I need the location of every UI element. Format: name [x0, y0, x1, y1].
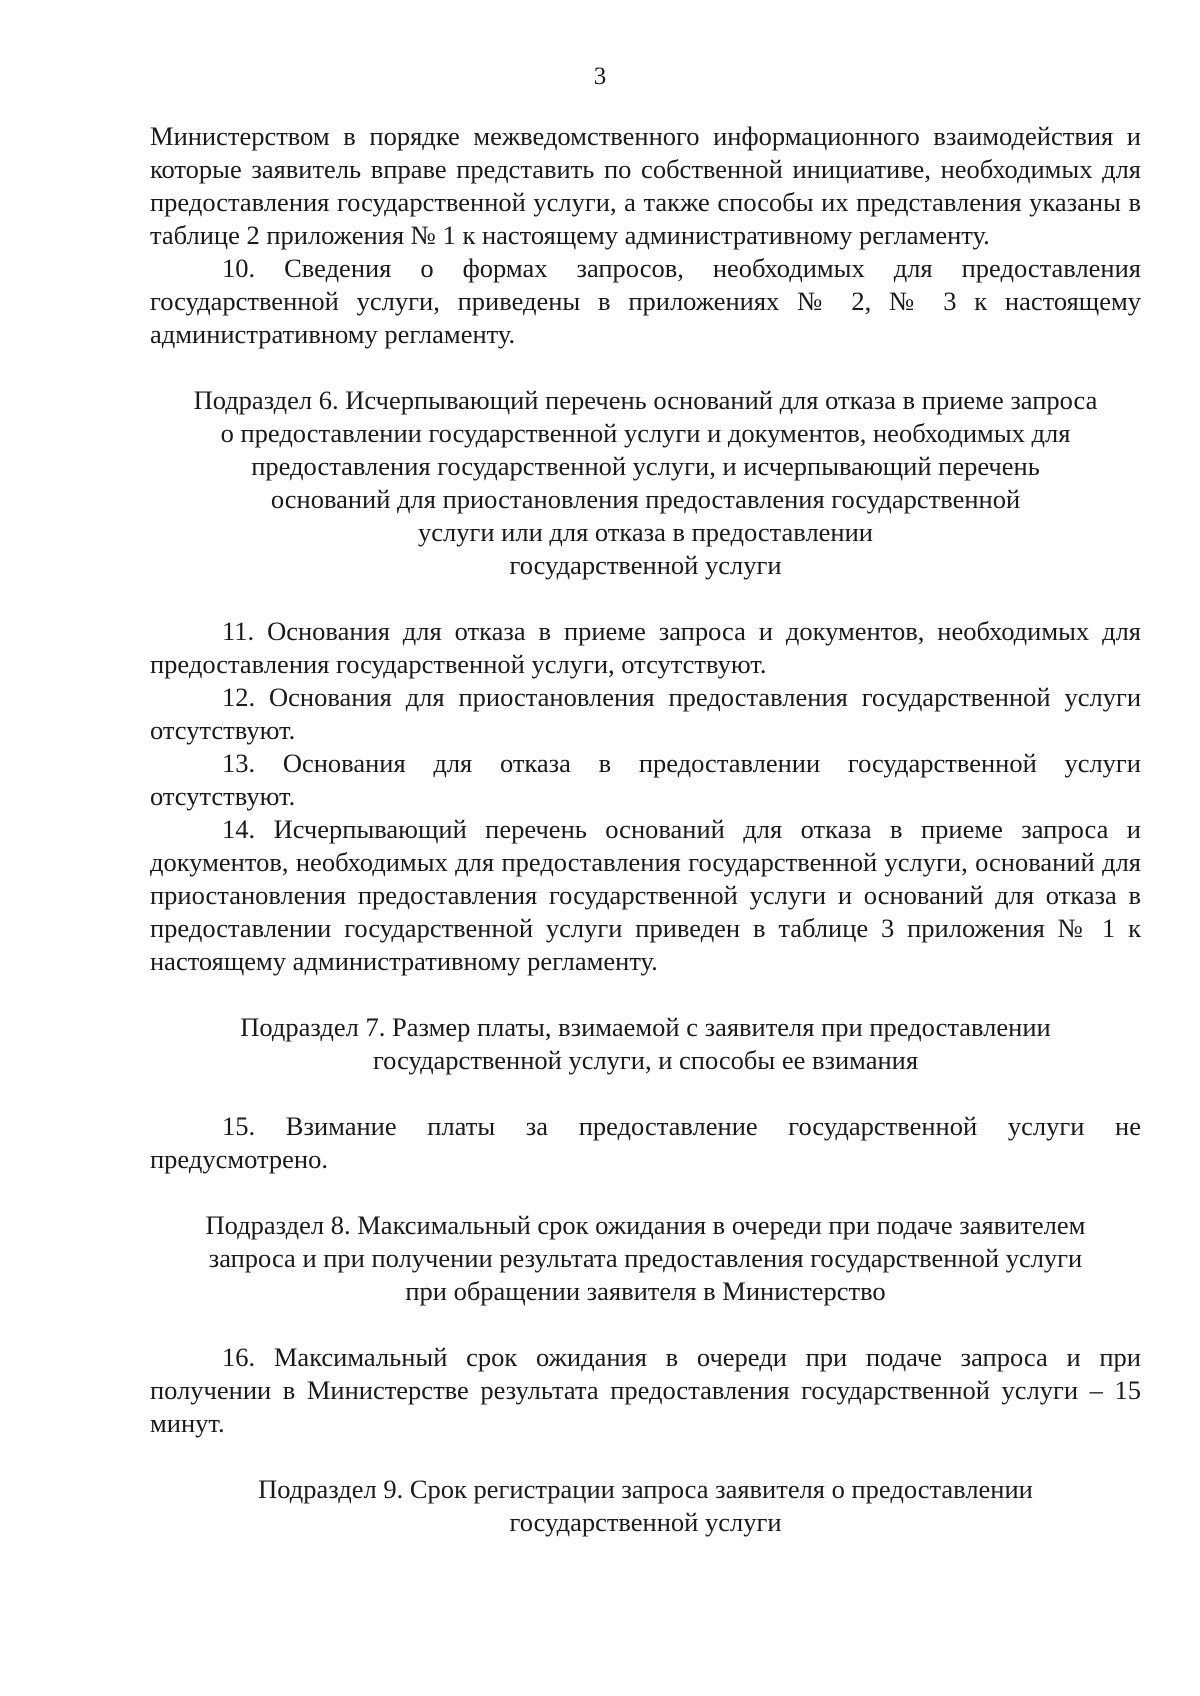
section-6-heading-line: предоставления государственной услуги, и исчерпывающий перечень	[251, 451, 1040, 481]
paragraph-intro: Министерством в порядке межведомственного информационного взаимодействия и которые заявитель вправе представить по собственной инициативе, необходимых для предоставления государственной услуги, а также способы их представления указаны в таблице 2 приложения № 1 к настоящему административному регламенту.	[150, 121, 1141, 250]
section-7-heading-line: Подраздел 7. Размер платы, взимаемой с заявителя при предоставлении	[240, 1012, 1051, 1042]
paragraph-16: 16. Максимальный срок ожидания в очереди при подаче запроса и при получении в Министерстве результата предоставления государственной услуги – 15 минут.	[150, 1342, 1141, 1438]
paragraph-14: 14. Исчерпывающий перечень оснований для отказа в приеме запроса и документов, необходимых для предоставления государственной услуги, оснований для приостановления предоставления государственной услуги и оснований для отказа в предоставлении государственной услуги приведен в таблице 3 приложения № 1 к настоящему административному регламенту.	[150, 814, 1141, 976]
paragraph-11: 11. Основания для отказа в приеме запроса и документов, необходимых для предоставления государственной услуги, отсутствуют.	[150, 616, 1141, 679]
section-8-heading	[150, 1209, 1141, 1308]
section-6-heading-line: Подраздел 6. Исчерпывающий перечень оснований для отказа в приеме запроса	[193, 385, 1098, 415]
paragraph-13: 13. Основания для отказа в предоставлении государственной услуги отсутствуют.	[150, 748, 1141, 811]
section-7-heading-line: государственной услуги, и способы ее взимания	[372, 1045, 919, 1075]
section-8-heading-line: Подраздел 8. Максимальный срок ожидания в очереди при подаче заявителем	[205, 1210, 1086, 1240]
section-7-heading	[150, 1011, 1141, 1077]
section-6-heading-line: о предоставлении государственной услуги и документов, необходимых для	[220, 418, 1071, 448]
section-8-heading-line: запроса и при получении результата предоставления государственной услуги	[208, 1243, 1083, 1273]
page-number: 3	[593, 63, 607, 90]
section-6-heading-line: оснований для приостановления предоставления государственной	[270, 484, 1021, 514]
paragraph-12: 12. Основания для приостановления предоставления государственной услуги отсутствуют.	[150, 682, 1141, 745]
paragraph-15: 15. Взимание платы за предоставление государственной услуги не предусмотрено.	[150, 1111, 1141, 1174]
section-6-heading	[150, 384, 1141, 582]
section-8-heading-line: при обращении заявителя в Министерство	[405, 1276, 886, 1306]
section-9-heading	[150, 1473, 1141, 1539]
section-9-heading-line: Подраздел 9. Срок регистрации запроса заявителя о предоставлении	[258, 1474, 1033, 1504]
section-6-heading-line: государственной услуги	[509, 550, 782, 580]
paragraph-10: 10. Сведения о формах запросов, необходимых для предоставления государственной услуги, приведены в приложениях № 2, № 3 к настоящему административному регламенту.	[150, 253, 1141, 349]
document-body	[150, 120, 1141, 1539]
section-9-heading-line: государственной услуги	[509, 1507, 782, 1537]
section-6-heading-line: услуги или для отказа в предоставлении	[418, 517, 873, 547]
